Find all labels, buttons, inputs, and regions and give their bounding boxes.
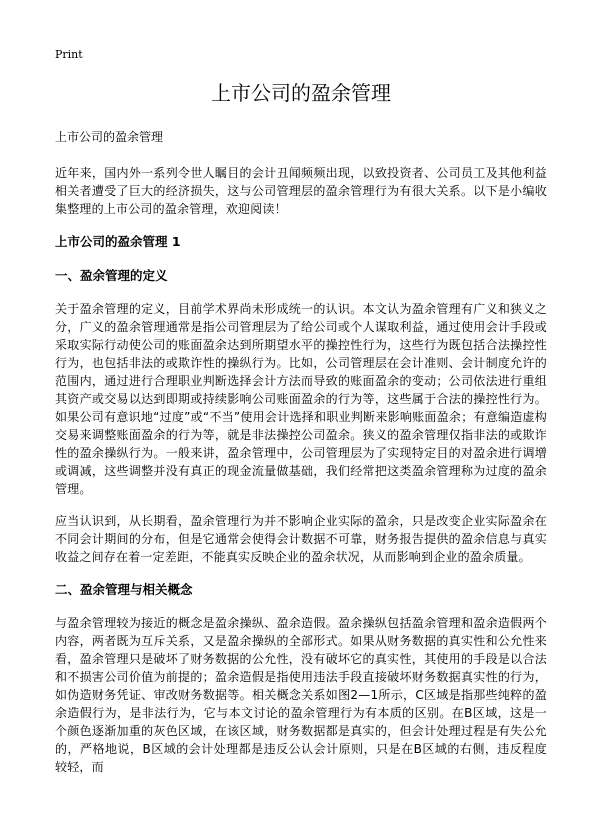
section-definition-paragraph-1: 关于盈余管理的定义，目前学术界尚未形成统一的认识。本文认为盈余管理有广义和狭义之分，广义的盈余管理通常是指公司管理层为了给公司或个人谋取利益，通过使用会计手段或采取实际行动使公司的账面盈余达到所期望水平的操控性行为，这些行为既包括合法操控性行为，也包括非法的或欺诈性的操纵行为。比如，公司管理层在会计准则、会计制度允许的范围内，通过进行合理职业判断选择会计方法而导致的账面盈余的变动；公司依法进行重组其资产或交易以达到即期或持续影响公司账面盈余的行为等，这些属于合法的操控性行为。如果公司有意识地“过度”或“不当”使用会计选择和职业判断来影响账面盈余；有意编造虚构交易来调整账面盈余的行为等，就是非法操控公司盈余。狭义的盈余管理仅指非法的或欺诈性的盈余操纵行为。一般来讲，盈余管理中，公司管理层为了实现特定目的对盈余进行调增或调减，这些调整并没有真正的现金流量做基础，我们经常把这类盈余管理称为过度的盈余管理。 [55, 302, 547, 496]
section-related-paragraph-1: 与盈余管理较为接近的概念是盈余操纵、盈余造假。盈余操纵包括盈余管理和盈余造假两个内容，两者既为互斥关系，又是盈余操纵的全部形式。如果从财务数据的真实性和公允性来看，盈余管理只是破坏了财务数据的公允性，没有破坏它的真实性，其使用的手段是以合法和不损害公司价值为前提的；盈余造假是指使用违法手段直接破坏财务数据真实性的行为，如伪造财务凭证、审改财务数据等。相关概念关系如图2—1所示，C区域是指那些纯粹的盈余造假行为，是非法行为，它与本文讨论的盈余管理行为有本质的区别。在B区域，这是一个颜色逐渐加重的灰色区域，在该区域，财务数据都是真实的，但会计处理过程是有失公允的，严格地说，B区域的会计处理都是违反公认会计原则，只是在B区域的右侧，违反程度较轻，而 [55, 616, 547, 774]
section-definition-paragraph-2: 应当认识到，从长期看，盈余管理行为并不影响企业实际的盈余，只是改变企业实际盈余在不同会计期间的分布，但是它通常会使得会计数据不可靠，财务报告提供的盈余信息与真实收益之间存在着一定差距，不能真实反映企业的盈余状况，从而影响到企业的盈余质量。 [55, 514, 547, 564]
document-subtitle: 上市公司的盈余管理 [55, 130, 164, 144]
intro-paragraph: 近年来，国内外一系列令世人瞩目的会计丑闻频频出现，以致投资者、公司员工及其他利益相关者遭受了巨大的经济损失，这与公司管理层的盈余管理行为有很大关系。以下是小编收集整理的上市公司的盈余管理，欢迎阅读！ [55, 166, 547, 216]
article-heading: 上市公司的盈余管理 1 [55, 234, 181, 249]
page-title: 上市公司的盈余管理 [211, 81, 391, 105]
document-body [55, 78, 547, 790]
section-heading-definition: 一、盈余管理的定义 [55, 268, 168, 283]
print-link[interactable]: Print [55, 48, 83, 61]
section-heading-related-concepts: 二、盈余管理与相关概念 [55, 582, 193, 597]
